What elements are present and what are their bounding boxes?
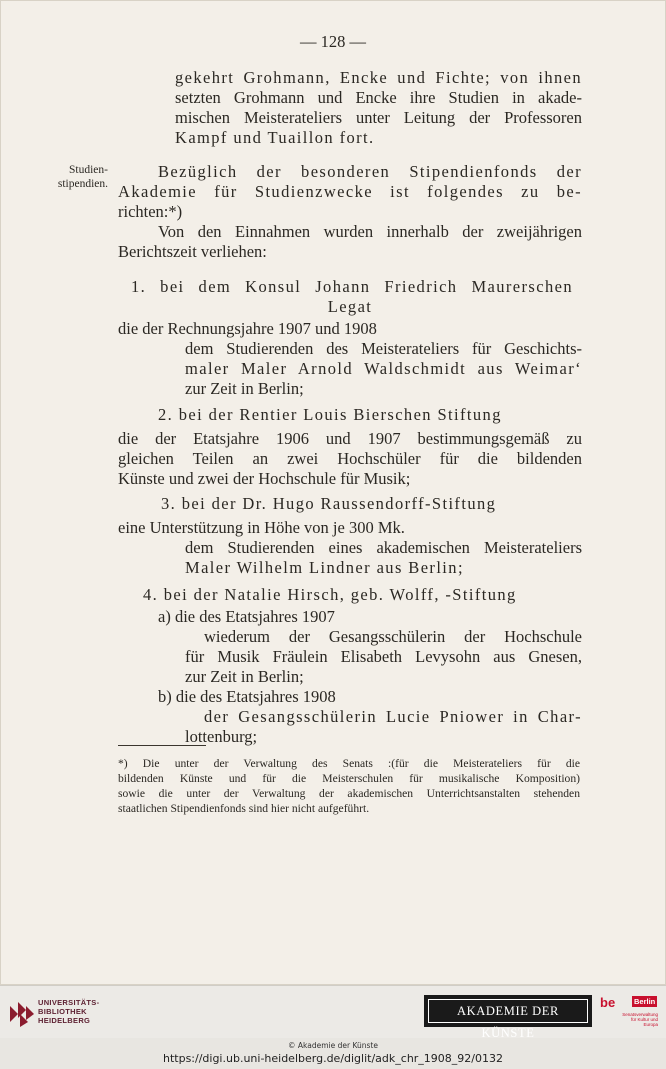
library-name-line: BIBLIOTHEK xyxy=(38,1007,87,1016)
text-line: Maler Wilhelm Lindner aus Berlin; xyxy=(185,558,464,577)
text-line: 4. bei der Natalie Hirsch, geb. Wolff, -Stiftung xyxy=(143,585,517,604)
text-line: a) die des Etatsjahres 1907 xyxy=(158,607,335,626)
academy-logo[interactable] xyxy=(424,995,592,1040)
text-line: 3. bei der Dr. Hugo Raussendorff-Stiftung xyxy=(161,494,497,513)
text-line: Von den Einnahmen wurden innerhalb der zweijährigen xyxy=(158,222,582,241)
text-line: mischen Meisterateliers unter Leitung der Professoren xyxy=(175,108,582,127)
berlin-logo[interactable] xyxy=(600,995,658,1029)
text-line: lottenburg; xyxy=(185,727,258,746)
university-library-logo-icon[interactable] xyxy=(8,1000,36,1028)
text-line: dem Studierenden eines akademischen Meisterateliers xyxy=(185,538,582,557)
footnote-line: staatlichen Stipendienfonds sind hier nicht aufgeführt. xyxy=(118,802,370,815)
margin-note-line: Studien- xyxy=(69,164,108,176)
text-line: eine Unterstützung in Höhe von je 300 Mk. xyxy=(118,518,405,537)
text-line: richten:*) xyxy=(118,202,183,221)
text-line: gleichen Teilen an zwei Hochschüler für die bildenden xyxy=(118,449,582,468)
text-line: Kampf und Tuaillon fort. xyxy=(175,128,375,147)
footnote-line: *) Die unter der Verwaltung des Senats :(für die Meisterateliers für die xyxy=(118,757,580,770)
text-line: der Gesangsschülerin Lucie Pniower in Char- xyxy=(204,707,582,726)
text-line: Legat xyxy=(327,297,373,316)
text-line: Bezüglich der besonderen Stipendienfonds der xyxy=(158,162,582,181)
text-line: maler Maler Arnold Waldschmidt aus Weimar‘ xyxy=(185,359,582,378)
text-line: zur Zeit in Berlin; xyxy=(185,667,304,686)
berlin-logo-subtitle: Senatsverwaltung für Kultur und Europa xyxy=(622,1012,658,1027)
text-line: 2. bei der Rentier Louis Bierschen Stiftung xyxy=(158,405,502,424)
text-line: zur Zeit in Berlin; xyxy=(185,379,304,398)
text-line: gekehrt Grohmann, Encke und Fichte; von ihnen xyxy=(175,68,582,87)
berlin-logo-mark: be xyxy=(600,995,616,1010)
text-line: für Musik Fräulein Elisabeth Levysohn aus Gnesen, xyxy=(185,647,582,666)
text-line: die der Etatsjahre 1906 und 1907 bestimmungsgemäß zu xyxy=(118,429,582,448)
text-line: Berichtszeit verliehen: xyxy=(118,242,267,261)
footnote-line: sowie die unter der Verwaltung der akademischen Unterrichtsanstalten stehenden xyxy=(118,787,580,800)
library-name-line: UNIVERSITÄTS- xyxy=(38,998,100,1007)
margin-note-line: stipendien. xyxy=(57,178,108,190)
text-line: b) die des Etatsjahres 1908 xyxy=(158,687,336,706)
page-number: — 128 — xyxy=(300,32,366,51)
footnote-rule xyxy=(118,745,206,746)
text-line: die der Rechnungsjahre 1907 und 1908 xyxy=(118,319,377,338)
text-line: wiederum der Gesangsschülerin der Hochschule xyxy=(204,627,582,646)
text-line: dem Studierenden des Meisterateliers für Geschichts- xyxy=(185,339,582,358)
text-line: Akademie für Studienzwecke ist folgendes zu be- xyxy=(118,182,582,201)
page-url[interactable] xyxy=(0,1052,666,1065)
text-line: 1. bei dem Konsul Johann Friedrich Maurerschen xyxy=(131,277,573,296)
library-name-line: HEIDELBERG xyxy=(38,1016,91,1025)
university-library-name[interactable] xyxy=(38,998,99,1025)
academy-label: AKADEMIE DER KÜNSTE xyxy=(428,999,588,1023)
footnote-line: bildenden Künste und für die Meisterschulen für musikalische Komposition) xyxy=(118,772,580,785)
berlin-logo-box: Berlin xyxy=(634,997,656,1006)
copyright-notice: © Akademie der Künste xyxy=(288,1041,378,1050)
page-url-link[interactable]: https://digi.ub.uni-heidelberg.de/diglit/adk_chr_1908_92/0132 xyxy=(162,1052,504,1065)
text-line: setzten Grohmann und Encke ihre Studien in akade- xyxy=(175,88,582,107)
margin-note xyxy=(34,163,108,191)
text-line: Künste und zwei der Hochschule für Musik; xyxy=(118,469,411,488)
